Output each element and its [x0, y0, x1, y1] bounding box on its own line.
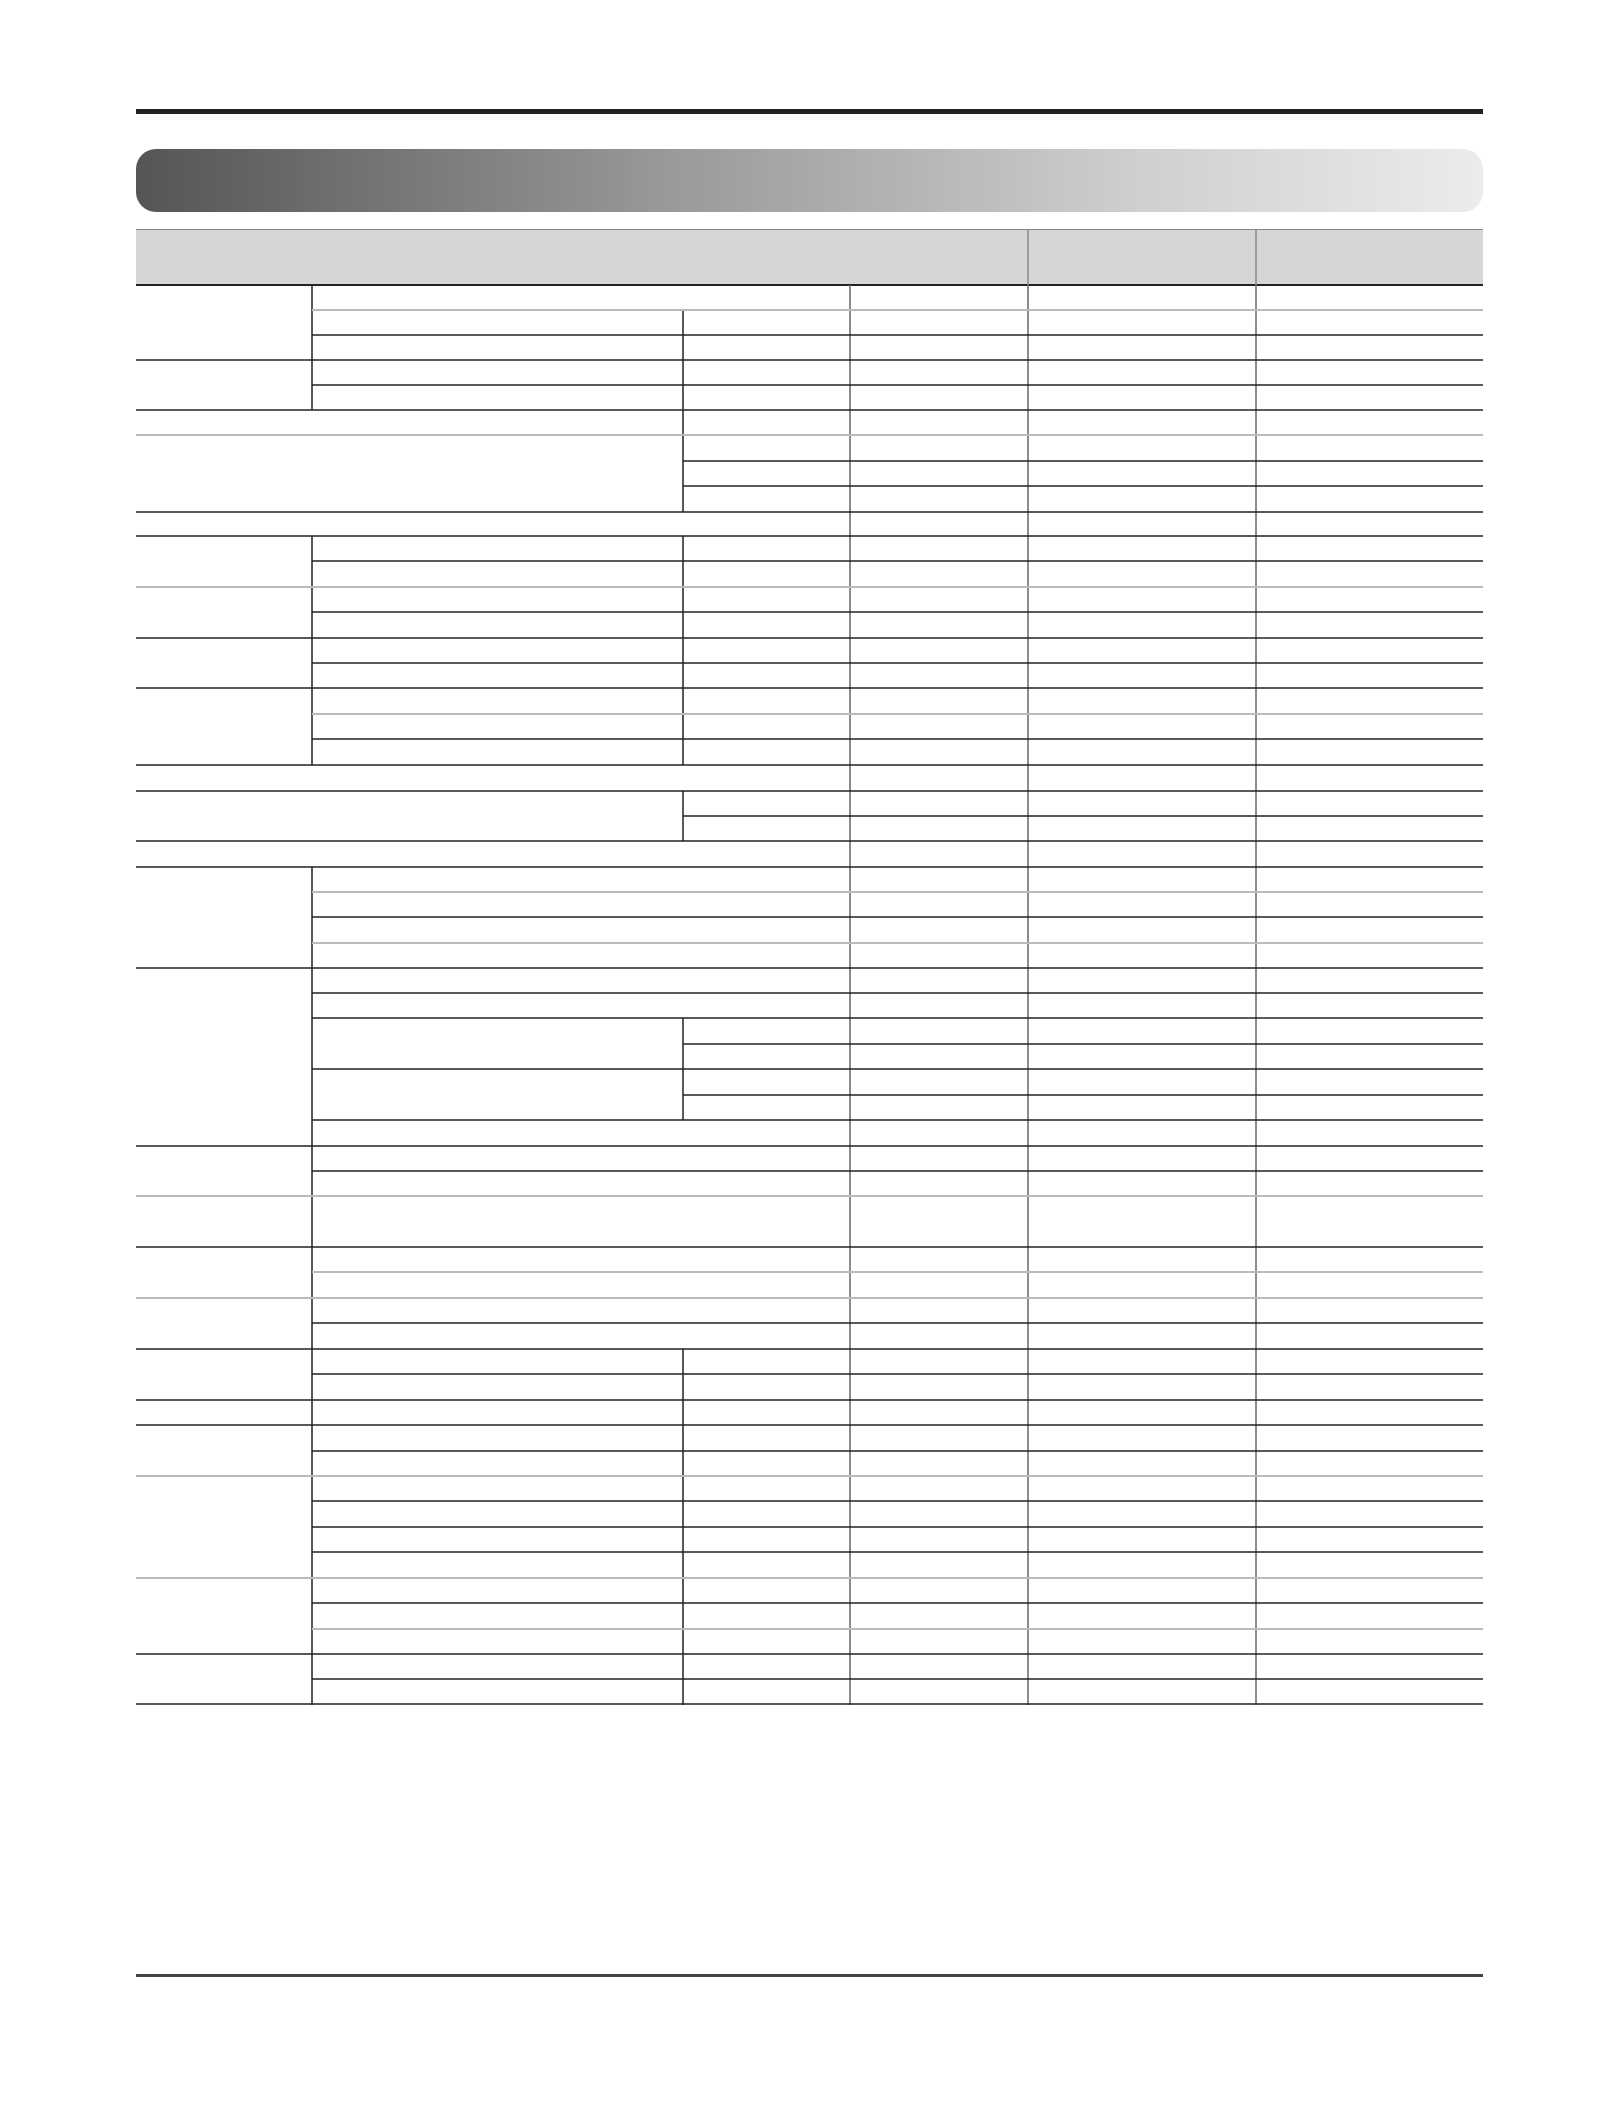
specifications-table [136, 229, 1483, 1705]
column-dividers [312, 285, 683, 1705]
section-title-bar [136, 149, 1483, 212]
table-header-row [136, 229, 1483, 285]
bottom-rule [136, 1974, 1483, 1977]
row-lines [136, 310, 1483, 1704]
top-rule [136, 109, 1483, 114]
table-grid [136, 229, 1483, 1705]
